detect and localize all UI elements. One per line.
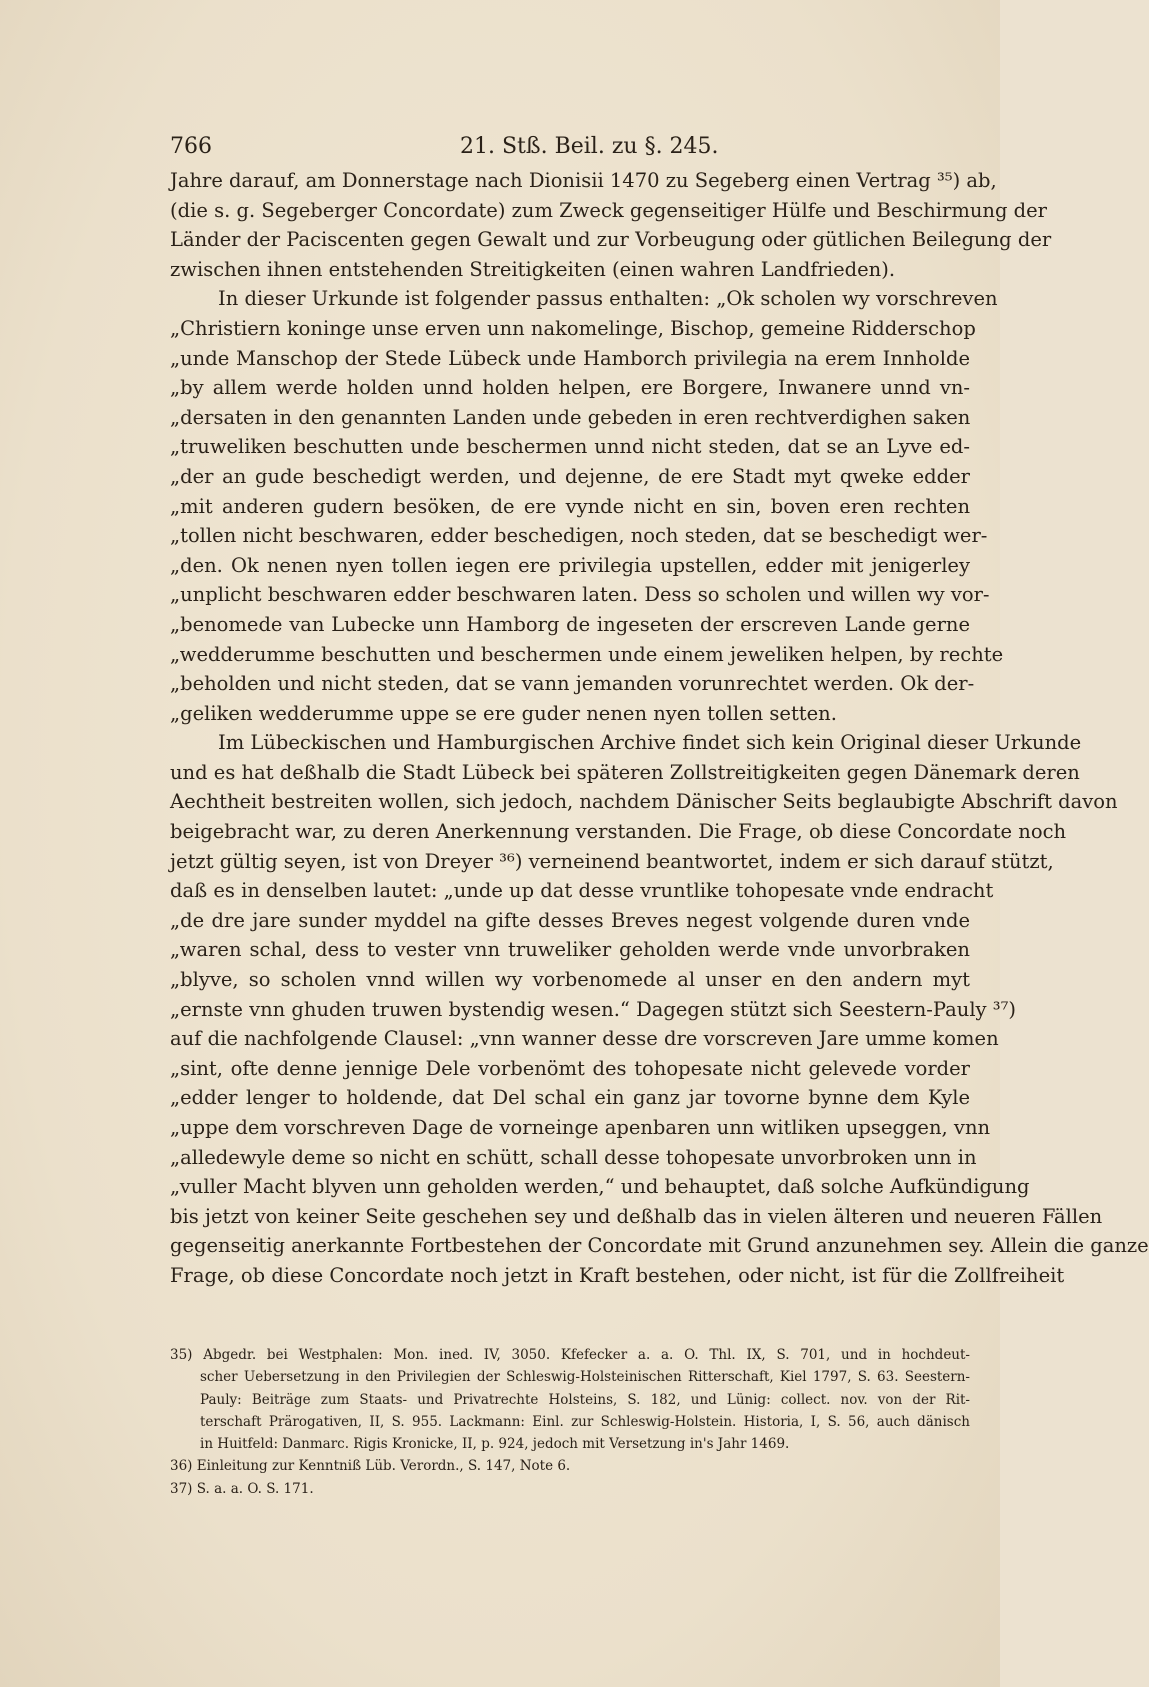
footnote-line: Pauly: Beiträge zum Staats- und Privatrechte Holsteins, S. 182, und Lünig: collect. nov. von der Rit- — [200, 1391, 970, 1408]
text-line: „unplicht beschwaren edder beschwaren laten. Dess so scholen und willen wy vor- — [170, 583, 990, 607]
text-line: „de dre jare sunder myddel na gifte desses Breves negest volgende duren vnde — [170, 908, 970, 932]
page-header — [170, 134, 965, 159]
text-line: „beholden und nicht steden, dat se vann jemanden vorunrechtet werden. Ok der- — [170, 672, 975, 696]
text-line: Länder der Paciscenten gegen Gewalt und zur Vorbeugung oder gütlichen Beilegung der — [170, 228, 1052, 252]
footnote-line: 35) Abgedr. bei Westphalen: Mon. ined. IV, 3050. Kfefecker a. a. O. Thl. IX, S. 701, und in hochdeut- — [170, 1347, 970, 1363]
body-text — [170, 166, 1149, 1291]
text-line: „waren schal, dess to vester vnn truweliker geholden werde vnde unvorbraken — [170, 938, 970, 962]
text-line: „blyve, so scholen vnnd willen wy vorbenomede al unser en den andern myt — [170, 968, 970, 992]
text-line: bis jetzt von keiner Seite geschehen sey und deßhalb das in vielen älteren und neueren Fällen — [170, 1204, 1103, 1228]
footnote-line: 36) Einleitung zur Kenntniß Lüb. Verordn., S. 147, Note 6. — [170, 1458, 571, 1475]
footnote-line: 37) S. a. a. O. S. 171. — [170, 1480, 314, 1497]
text-line: „ernste vnn ghuden truwen bystendig wesen.“ Dagegen stützt sich Seestern-Pauly ³⁷) — [170, 997, 1017, 1021]
text-line: „alledewyle deme so nicht en schütt, schall desse tohopesate unvorbroken unn in — [170, 1145, 977, 1169]
text-line: „benomede van Lubecke unn Hamborg de ingeseten der erscreven Lande gerne — [170, 612, 970, 636]
text-line: „geliken wedderumme uppe se ere guder nenen nyen tollen setten. — [170, 701, 837, 725]
text-line: „edder lenger to holdende, dat Del schal ein ganz jar tovorne bynne dem Kyle — [170, 1086, 970, 1110]
text-line: „tollen nicht beschwaren, edder beschedigen, noch steden, dat se beschedigt wer- — [170, 524, 988, 548]
text-line: auf die nachfolgende Clausel: „vnn wanner desse dre vorscreven Jare umme komen — [170, 1027, 999, 1051]
text-line: „uppe dem vorschreven Dage de vorneinge apenbaren unn witliken upseggen, vnn — [170, 1116, 991, 1139]
page-number: 766 — [170, 134, 212, 159]
text-line: In dieser Urkunde ist folgender passus enthalten: „Ok scholen wy vorschreven — [218, 287, 998, 311]
footnotes — [170, 1344, 970, 1500]
text-line: Im Lübeckischen und Hamburgischen Archive findet sich kein Original dieser Urkunde — [218, 731, 1082, 755]
text-line: „vuller Macht blyven unn geholden werden,“ und behauptet, daß solche Aufkündigung — [170, 1175, 1030, 1199]
text-line: „Christiern koninge unse erven unn nakomelinge, Bischop, gemeine Ridderschop — [170, 316, 976, 340]
text-line: Frage, ob diese Concordate noch jetzt in Kraft bestehen, oder nicht, ist für die Zollfreiheit — [170, 1263, 1065, 1287]
text-line: „unde Manschop der Stede Lübeck unde Hamborch privilegia na erem Innholde — [170, 346, 970, 370]
text-line: daß es in denselben lautet: „unde up dat desse vruntlike tohopesate vnde endracht — [170, 879, 994, 903]
text-line: und es hat deßhalb die Stadt Lübeck bei späteren Zollstreitigkeiten gegen Dänemark deren — [170, 760, 1080, 784]
text-line: „der an gude beschedigt werden, und dejenne, de ere Stadt myt qweke edder — [170, 464, 970, 488]
text-line: „den. Ok nenen nyen tollen iegen ere privilegia upstellen, edder mit jenigerley — [170, 553, 970, 577]
footnote-line: in Huitfeld: Danmarc. Rigis Kronicke, II, p. 924, jedoch mit Versetzung in's Jahr 1469. — [200, 1436, 790, 1453]
text-line: jetzt gültig seyen, ist von Dreyer ³⁶) verneinend beantwortet, indem er sich darauf stützt, — [170, 849, 1054, 873]
text-line: „wedderumme beschutten und beschermen unde einem jeweliken helpen, by rechte — [170, 642, 1004, 666]
text-line: gegenseitig anerkannte Fortbestehen der Concordate mit Grund anzunehmen sey. Allein die ganze — [170, 1234, 1149, 1258]
running-title: 21. Stß. Beil. zu §. 245. — [460, 134, 719, 159]
text-line: zwischen ihnen entstehenden Streitigkeiten (einen wahren Landfrieden). — [170, 257, 896, 281]
text-line: „by allem werde holden unnd holden helpen, ere Borgere, Inwanere unnd vn- — [170, 376, 970, 400]
text-line: (die s. g. Segeberger Concordate) zum Zweck gegenseitiger Hülfe und Beschirmung der — [170, 198, 1047, 222]
footnote-line: scher Uebersetzung in den Privilegien der Schleswig-Holsteinischen Ritterschaft, Kiel 1797, S. 63. Seestern- — [200, 1369, 970, 1386]
footnote-line: terschaft Prärogativen, II, S. 955. Lackmann: Einl. zur Schleswig-Holstein. Historia, I, S. 56, auch dänisch — [200, 1413, 970, 1430]
text-line: „sint, ofte denne jennige Dele vorbenömt des tohopesate nicht gelevede vorder — [170, 1056, 970, 1080]
text-line: Aechtheit bestreiten wollen, sich jedoch, nachdem Dänischer Seits beglaubigte Abschrift davon — [170, 790, 1118, 814]
text-line: „truweliken beschutten unde beschermen unnd nicht steden, dat se an Lyve ed- — [170, 435, 970, 459]
text-line: „dersaten in den genannten Landen unde gebeden in eren rechtverdighen saken — [170, 405, 971, 429]
text-line: beigebracht war, zu deren Anerkennung verstanden. Die Frage, ob diese Concordate noch — [170, 820, 1067, 844]
text-line: „mit anderen gudern besöken, de ere vynde nicht en sin, boven eren rechten — [170, 494, 970, 518]
text-line: Jahre darauf, am Donnerstage nach Dionisii 1470 zu Segeberg einen Vertrag ³⁵) ab, — [170, 169, 997, 192]
